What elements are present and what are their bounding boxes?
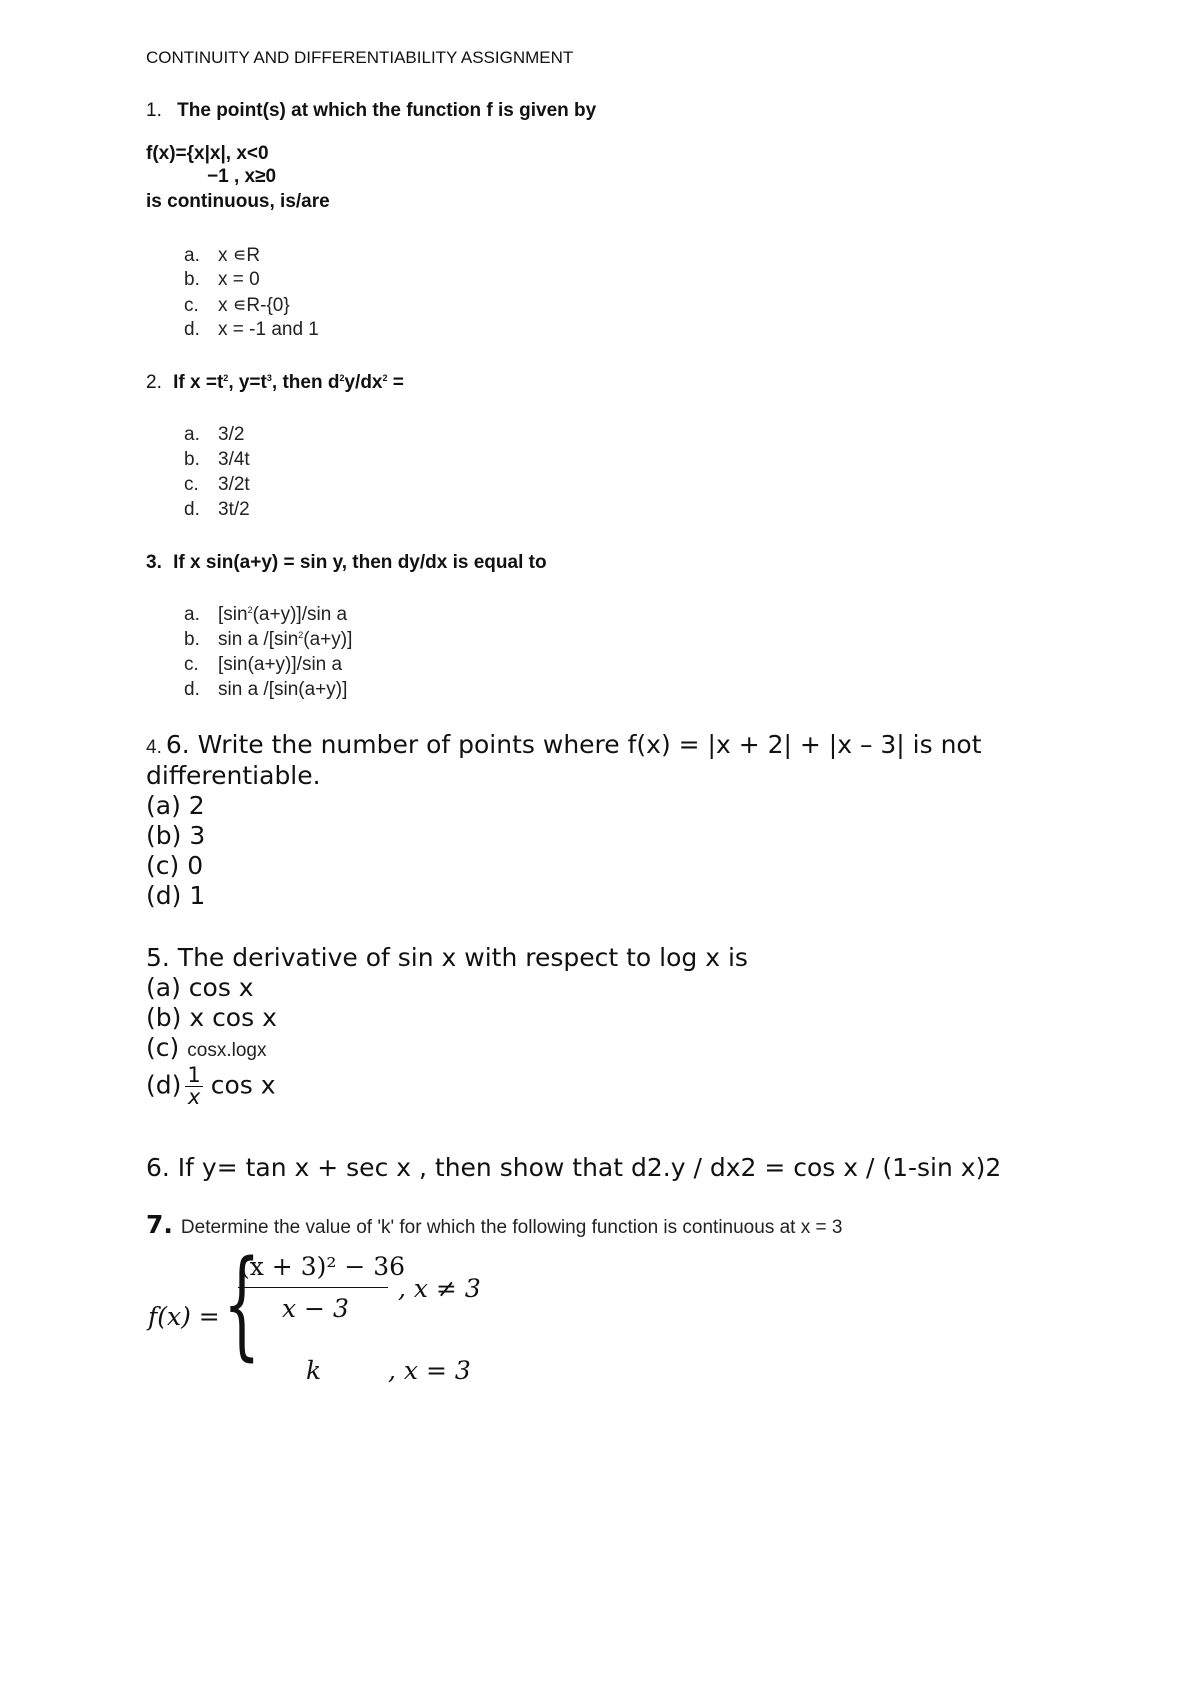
q1-function-line-2: −1 , x≥0 [207, 166, 277, 187]
q1-option-b [184, 269, 260, 291]
question-3 [146, 552, 547, 574]
option-text: x = -1 and 1 [218, 319, 319, 340]
q4-text-line-2: differentiable. [146, 761, 321, 790]
q5-option-b: (b) x cos x [146, 1003, 277, 1032]
q2-option-a [184, 424, 244, 446]
option-letter: b. [184, 269, 200, 290]
option-letter: c. [184, 295, 199, 316]
question-5: 5. The derivative of sin x with respect to log x is [146, 943, 748, 972]
option-text: sin a $/[\sin^2(a+y)]$ [218, 629, 353, 650]
option-text: 3/2 [218, 424, 245, 445]
q1-option-c [184, 294, 290, 317]
option-text: x ∊R [218, 245, 261, 266]
option-letter: a. [184, 424, 200, 445]
question-4 [146, 730, 982, 759]
q3-option-a [184, 604, 347, 626]
option-letter: b. [184, 449, 200, 470]
option-text: x = 0 [218, 269, 260, 290]
q5-option-a: (a) cos x [146, 973, 254, 1002]
fraction: $\frac{1}{x}$ [187, 1063, 201, 1109]
option-text: sin a /[sin(a+y)] [218, 679, 348, 700]
question-number: 3. [146, 552, 162, 573]
q3-option-c [184, 654, 342, 676]
option-text: 3/4t [218, 449, 250, 470]
q4-option-a: (a) 2 [146, 791, 205, 820]
option-text: [sin(a+y)]/sin a [218, 654, 343, 675]
q3-option-b [184, 629, 352, 651]
option-letter: c. [184, 654, 199, 675]
fraction-bar [238, 1287, 388, 1288]
option-text: cos x [210, 1070, 276, 1100]
option-letter: d. [184, 499, 200, 520]
q4-option-b: (b) 3 [146, 821, 206, 850]
option-text: 3/2t [218, 474, 250, 495]
question-number: 7. [146, 1210, 173, 1239]
option-text: x ∊R-{0} [218, 295, 290, 316]
option-letter: b. [184, 629, 200, 650]
q1-function-line-3: is continuous, is/are [146, 191, 330, 212]
formula-numerator: (x + 3)² − 36 [240, 1252, 406, 1281]
option-letter: d. [184, 679, 200, 700]
question-text: The point(s) at which the function f is given by [177, 100, 597, 121]
q4-option-c: (c) 0 [146, 851, 204, 880]
option-text: 3t/2 [218, 499, 250, 520]
formula-denominator: x − 3 [282, 1294, 349, 1323]
q2-option-c [184, 474, 250, 496]
question-text: 6. Write the number of points where f(x) = |x + 2| + |x – 3| is not [165, 730, 982, 759]
document-header: CONTINUITY AND DIFFERENTIABILITY ASSIGNMENT [146, 48, 574, 67]
q1-function-line-1: f(x)={x|x|, x<0 [146, 143, 269, 164]
option-text: $[\sin^2(a+y)]/\sin$ a [218, 604, 348, 625]
formula-lhs: f(x) = [148, 1302, 220, 1331]
q2-option-d [184, 499, 250, 521]
q2-option-b [184, 449, 250, 471]
q5-option-d [146, 1065, 276, 1108]
option-letter: (d) [146, 1070, 182, 1100]
question-number: 4. [146, 737, 162, 758]
q4-option-d: (d) 1 [146, 881, 206, 910]
left-brace: { [223, 1234, 261, 1372]
formula-condition-1: , x ≠ 3 [398, 1274, 481, 1303]
option-letter: a. [184, 604, 200, 625]
q1-option-d [184, 319, 319, 341]
q1-option-a [184, 244, 260, 267]
formula-condition-2: , x = 3 [388, 1356, 471, 1385]
question-text: Determine the value of 'k' for which the following function is continuous at x = 3 [180, 1217, 843, 1238]
option-letter: a. [184, 245, 200, 266]
q3-option-d [184, 679, 347, 701]
option-text: cosx.logx [187, 1040, 267, 1061]
question-6: 6. If y= tan x + sec x , then show that d2.y / dx2 = cos x / (1-sin x)2 [146, 1153, 1002, 1182]
question-number: 1. [146, 100, 162, 121]
question-text: If $x =t^2$, $y=t^3$, then $d^2y/dx^2$ = [173, 372, 404, 393]
piecewise-formula [148, 1234, 488, 1394]
option-letter: c. [184, 474, 199, 495]
q5-option-c [146, 1033, 266, 1062]
option-letter: d. [184, 319, 200, 340]
question-number: 2. [146, 372, 162, 393]
question-1 [146, 100, 596, 122]
question-text: If x sin(a+y) = sin y, then dy/dx is equal to [173, 552, 547, 573]
option-letter: (c) [146, 1033, 180, 1062]
question-2 [146, 372, 404, 394]
formula-k: k [306, 1356, 322, 1385]
